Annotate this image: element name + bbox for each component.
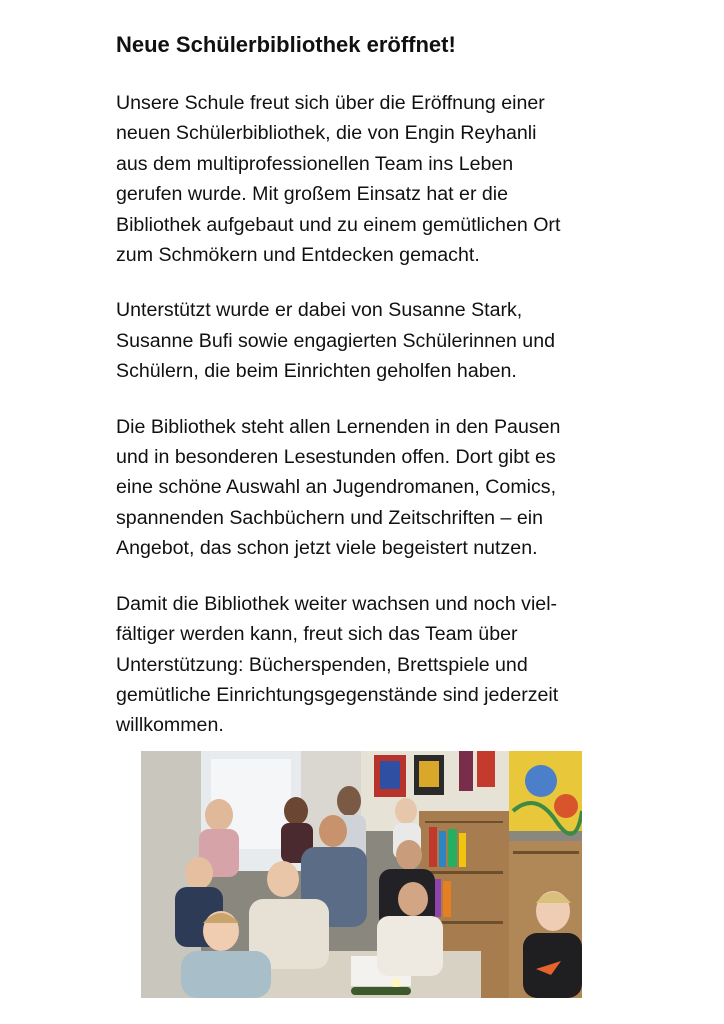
article-title: Neue Schülerbibliothek eröffnet! [116,32,456,57]
text-line: gemütliche Einrichtungsgegenstände sind jederzeit [116,683,559,706]
text-line: aus dem multiprofessionellen Team ins Leben [116,152,514,175]
text-line: neuen Schülerbibliothek, die von Engin Reyhanli [116,122,537,145]
paragraph-donations [116,589,636,741]
paragraph-support [116,295,636,386]
paragraph-opening [116,88,636,270]
text-line: eine schöne Auswahl an Jugendromanen, Comics, [116,476,557,499]
text-line: Unterstützt wurde er dabei von Susanne Stark, [116,299,523,322]
text-line: Susanne Bufi sowie engagierten Schülerinnen und [116,329,555,352]
text-line: Damit die Bibliothek weiter wachsen und noch viel- [116,592,558,615]
text-line: Angebot, das schon jetzt viele begeistert nutzen. [116,537,538,560]
text-line: Unsere Schule freut sich über die Eröffnung einer [116,92,545,114]
text-line: fältiger werden kann, freut sich das Team über [116,623,518,646]
text-line: und in besonderen Lesestunden offen. Dort gibt es [116,446,556,469]
library-group-photo [141,751,582,998]
text-line: Unterstützung: Bücherspenden, Brettspiele und [116,653,528,676]
text-line: Bibliothek aufgebaut und zu einem gemütlichen Ort [116,213,561,236]
text-line: willkommen. [116,714,224,737]
photo-illustration [141,751,582,998]
article [116,30,636,766]
text-line: Schülern, die beim Einrichten geholfen haben. [116,360,517,383]
text-line: gerufen wurde. Mit großem Einsatz hat er die [116,183,509,206]
text-line: zum Schmökern und Entdecken gemacht. [116,244,480,267]
paragraph-opening-hours [116,412,636,564]
text-line: spannenden Sachbüchern und Zeitschriften – ein [116,506,544,529]
text-line: Die Bibliothek steht allen Lernenden in den Pausen [116,415,561,438]
